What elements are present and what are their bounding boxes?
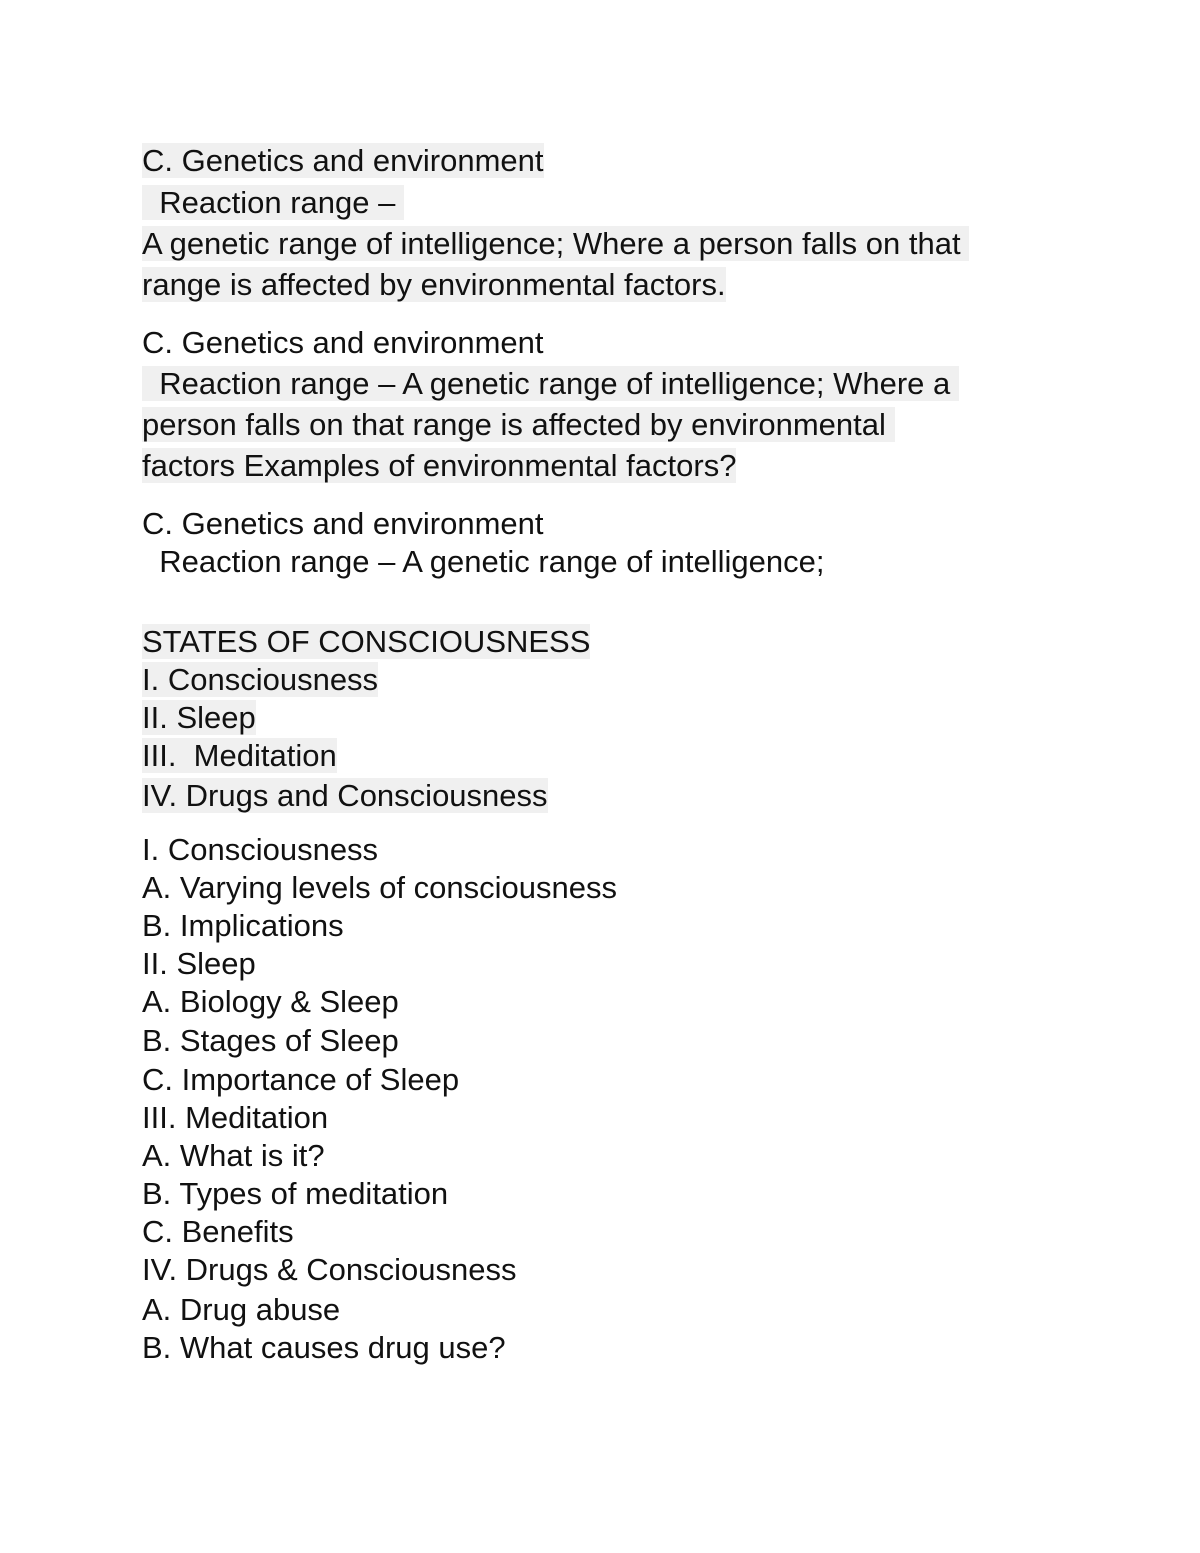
text-line <box>142 446 736 486</box>
text-line <box>142 504 544 544</box>
text-line <box>142 1021 399 1061</box>
line-text: I. Consciousness <box>142 832 379 867</box>
line-text: A. Biology & Sleep <box>142 984 399 1019</box>
line-text: II. Sleep <box>142 700 256 735</box>
text-line <box>142 265 726 305</box>
line-text: A. Drug abuse <box>142 1292 341 1327</box>
text-line <box>142 183 404 223</box>
text-line <box>142 1328 506 1368</box>
line-text: factors Examples of environmental factors? <box>142 448 737 483</box>
text-line <box>142 323 544 363</box>
text-line <box>142 776 548 816</box>
text-line <box>142 1136 325 1176</box>
line-text: II. Sleep <box>142 946 256 981</box>
text-line <box>142 1250 516 1290</box>
line-text: person falls on that range is affected by environmental <box>142 407 895 442</box>
text-line <box>142 906 344 946</box>
text-line <box>142 944 256 984</box>
text-line <box>142 1060 459 1100</box>
line-text: C. Genetics and environment <box>142 325 544 360</box>
text-line <box>142 1290 340 1330</box>
text-line <box>142 736 337 776</box>
text-line <box>142 830 378 870</box>
text-line <box>142 542 824 582</box>
line-text: IV. Drugs and Consciousness <box>142 778 548 813</box>
text-line <box>142 1174 448 1214</box>
text-line <box>142 660 378 700</box>
line-text: Reaction range – A genetic range of intelligence; Where a <box>142 366 959 401</box>
line-text: A genetic range of intelligence; Where a person falls on that <box>142 226 970 261</box>
text-line <box>142 1212 294 1252</box>
text-line <box>142 224 969 264</box>
text-line <box>142 1098 328 1138</box>
line-text: I. Consciousness <box>142 662 379 697</box>
line-text: Reaction range – <box>142 185 404 220</box>
section-heading <box>142 622 590 662</box>
line-text: C. Genetics and environment <box>142 143 544 178</box>
text-line <box>142 698 256 738</box>
line-text: C. Genetics and environment <box>142 506 544 541</box>
text-line <box>142 868 617 908</box>
line-text: STATES OF CONSCIOUSNESS <box>142 624 591 659</box>
line-text: B. Stages of Sleep <box>142 1023 399 1058</box>
line-text: range is affected by environmental factors. <box>142 267 726 302</box>
line-text: B. Types of meditation <box>142 1176 449 1211</box>
line-text: A. Varying levels of consciousness <box>142 870 617 905</box>
line-text: III. Meditation <box>142 1100 329 1135</box>
text-line <box>142 405 895 445</box>
line-text: Reaction range – A genetic range of intelligence; <box>142 544 825 579</box>
text-line <box>142 141 544 181</box>
line-text: B. What causes drug use? <box>142 1330 506 1365</box>
text-line <box>142 364 959 404</box>
line-text: III. Meditation <box>142 738 337 773</box>
line-text: IV. Drugs & Consciousness <box>142 1252 517 1287</box>
line-text: C. Benefits <box>142 1214 294 1249</box>
text-line <box>142 982 399 1022</box>
line-text: A. What is it? <box>142 1138 325 1173</box>
line-text: B. Implications <box>142 908 344 943</box>
line-text: C. Importance of Sleep <box>142 1062 460 1097</box>
